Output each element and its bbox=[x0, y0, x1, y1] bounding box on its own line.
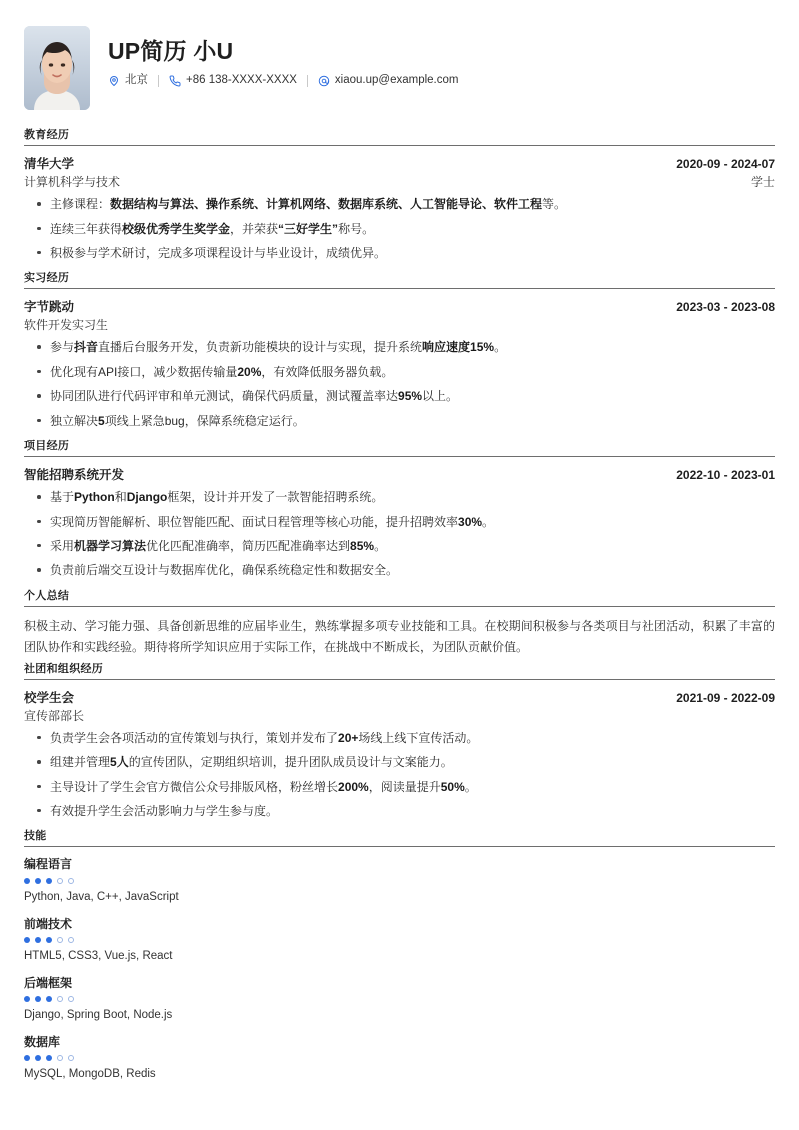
skill-name: 编程语言 bbox=[24, 857, 73, 872]
entry-role: 软件开发实习生 bbox=[24, 318, 109, 333]
section-education bbox=[24, 126, 775, 262]
entry bbox=[24, 466, 775, 580]
skill-dot-filled bbox=[46, 1055, 52, 1061]
skill-level-dots bbox=[24, 937, 775, 943]
entry-role: 宣传部部长 bbox=[24, 708, 85, 723]
bullet-item: 负责学生会各项活动的宣传策划与执行，策划并发布了20+场线上线下宣传活动。 bbox=[24, 730, 775, 747]
skill-block bbox=[24, 975, 775, 1023]
page-title: UP简历 小U bbox=[108, 38, 234, 64]
section-clubs bbox=[24, 660, 775, 821]
skill-block bbox=[24, 1034, 775, 1082]
skill-dot-empty bbox=[57, 878, 63, 884]
skill-dot-filled bbox=[35, 937, 41, 943]
bullet-item: 积极参与学术研讨，完成多项课程设计与毕业设计，成绩优异。 bbox=[24, 245, 775, 262]
bullet-item: 负责前后端交互设计与数据库优化，确保系统稳定性和数据安全。 bbox=[24, 562, 775, 579]
entry-header bbox=[24, 155, 775, 173]
section-summary bbox=[24, 587, 775, 658]
skill-dot-filled bbox=[35, 996, 41, 1002]
avatar bbox=[24, 26, 90, 110]
skill-items: Python, Java, C++, JavaScript bbox=[24, 890, 179, 903]
entry bbox=[24, 155, 775, 262]
entry-organization: 清华大学 bbox=[24, 157, 75, 171]
entry-date: 2020-09 - 2024-07 bbox=[676, 157, 775, 171]
skill-dot-filled bbox=[35, 878, 41, 884]
bullet-item: 参与抖音直播后台服务开发，负责新功能模块的设计与实现，提升系统响应速度15%。 bbox=[24, 339, 775, 356]
skill-items: HTML5, CSS3, Vue.js, React bbox=[24, 949, 173, 962]
section-title-summary: 个人总结 bbox=[24, 587, 775, 607]
bullet-item: 协同团队进行代码评审和单元测试，确保代码质量，测试覆盖率达95%以上。 bbox=[24, 388, 775, 405]
summary-paragraph: 积极主动、学习能力强、具备创新思维的应届毕业生，熟练掌握多项专业技能和工具。在校期间积极参与各类项目与社团活动，积累了丰富的团队协作和实践经验。期待将所学知识应用于实际工作，在挑战中不断成长，为团队贡献价值。 bbox=[24, 618, 775, 654]
bullet-item: 独立解决5项线上紧急bug，保障系统稳定运行。 bbox=[24, 413, 775, 430]
entry-subheader bbox=[24, 707, 775, 725]
skill-dot-filled bbox=[46, 878, 52, 884]
section-title-internship: 实习经历 bbox=[24, 269, 775, 289]
bullet-list bbox=[24, 339, 775, 430]
contact-row bbox=[108, 75, 775, 87]
skill-dot-filled bbox=[24, 996, 30, 1002]
section-title-education: 教育经历 bbox=[24, 126, 775, 146]
skill-name: 后端框架 bbox=[24, 975, 73, 990]
contact-phone-text: +86 138-XXXX-XXXX bbox=[186, 73, 297, 86]
bullet-item: 实现简历智能解析、职位智能匹配、面试日程管理等核心功能，提升招聘效率30%。 bbox=[24, 514, 775, 531]
skill-dot-empty bbox=[68, 1055, 74, 1061]
skill-dot-filled bbox=[35, 1055, 41, 1061]
entry-organization: 智能招聘系统开发 bbox=[24, 467, 125, 482]
skill-dot-filled bbox=[24, 878, 30, 884]
contact-divider bbox=[307, 75, 308, 87]
contact-location bbox=[108, 75, 148, 87]
skill-level-dots bbox=[24, 878, 775, 884]
skill-dot-empty bbox=[68, 878, 74, 884]
skill-block bbox=[24, 856, 775, 904]
bullet-item: 主修课程：数据结构与算法、操作系统、计算机网络、数据库系统、人工智能导论、软件工程等。 bbox=[24, 196, 775, 213]
entry-date: 2021-09 - 2022-09 bbox=[676, 690, 775, 705]
resume-sections bbox=[24, 126, 775, 820]
bullet-item: 有效提升学生会活动影响力与学生参与度。 bbox=[24, 803, 775, 820]
entry-subheader bbox=[24, 316, 775, 334]
contact-email-text: xiaou.up@example.com bbox=[334, 73, 459, 86]
skill-dot-empty bbox=[57, 1055, 63, 1061]
skill-items: MySQL, MongoDB, Redis bbox=[24, 1068, 156, 1081]
resume-header bbox=[24, 26, 775, 124]
skill-level-dots bbox=[24, 1055, 775, 1061]
skill-dot-filled bbox=[46, 937, 52, 943]
section-title-skills: 技能 bbox=[24, 827, 775, 847]
contact-divider bbox=[158, 75, 159, 87]
skill-dot-filled bbox=[24, 937, 30, 943]
section-internship bbox=[24, 269, 775, 430]
header-text bbox=[108, 26, 775, 87]
skill-dot-empty bbox=[68, 937, 74, 943]
entry-date: 2022-10 - 2023-01 bbox=[676, 467, 775, 482]
skill-dot-empty bbox=[57, 996, 63, 1002]
contact-email bbox=[318, 75, 459, 87]
skill-dot-filled bbox=[46, 996, 52, 1002]
bullet-list bbox=[24, 489, 775, 580]
bullet-item: 采用机器学习算法优化匹配准确率，简历匹配准确率达到85%。 bbox=[24, 538, 775, 555]
entry-header bbox=[24, 689, 775, 707]
bullet-item: 组建并管理5人的宣传团队，定期组织培训，提升团队成员设计与文案能力。 bbox=[24, 754, 775, 771]
entry-header bbox=[24, 298, 775, 316]
location-pin-icon bbox=[108, 75, 120, 87]
entry-extra: 学士 bbox=[750, 175, 775, 190]
entry bbox=[24, 298, 775, 430]
bullet-list bbox=[24, 730, 775, 821]
skill-block bbox=[24, 916, 775, 964]
skill-name: 数据库 bbox=[24, 1035, 61, 1050]
phone-icon bbox=[169, 75, 181, 87]
bullet-item: 连续三年获得校级优秀学生奖学金，并荣获“三好学生”称号。 bbox=[24, 221, 775, 238]
entry-header bbox=[24, 466, 775, 484]
skill-name: 前端技术 bbox=[24, 916, 73, 931]
email-at-icon bbox=[318, 75, 330, 87]
bullet-item: 基于Python和Django框架，设计并开发了一款智能招聘系统。 bbox=[24, 489, 775, 506]
section-title-clubs: 社团和组织经历 bbox=[24, 660, 775, 680]
entry bbox=[24, 689, 775, 821]
skill-items: Django, Spring Boot, Node.js bbox=[24, 1009, 173, 1022]
skill-dot-empty bbox=[57, 937, 63, 943]
bullet-item: 主导设计了学生会官方微信公众号排版风格，粉丝增长200%，阅读量提升50%。 bbox=[24, 779, 775, 796]
entry-date: 2023-03 - 2023-08 bbox=[676, 300, 775, 315]
section-title-projects: 项目经历 bbox=[24, 437, 775, 457]
bullet-item: 优化现有API接口，减少数据传输量20%，有效降低服务器负载。 bbox=[24, 364, 775, 381]
entry-subheader bbox=[24, 173, 775, 191]
entry-role: 计算机科学与技术 bbox=[24, 175, 121, 190]
entry-organization: 字节跳动 bbox=[24, 300, 75, 315]
section-skills bbox=[24, 827, 775, 1082]
section-projects bbox=[24, 437, 775, 580]
skill-dot-filled bbox=[24, 1055, 30, 1061]
skills-list bbox=[24, 856, 775, 1082]
bullet-list bbox=[24, 196, 775, 262]
skill-dot-empty bbox=[68, 996, 74, 1002]
skill-level-dots bbox=[24, 996, 775, 1002]
entry-organization: 校学生会 bbox=[24, 690, 75, 705]
contact-phone bbox=[169, 75, 297, 87]
contact-location-text: 北京 bbox=[125, 73, 148, 86]
portrait-photo-icon bbox=[24, 26, 90, 110]
